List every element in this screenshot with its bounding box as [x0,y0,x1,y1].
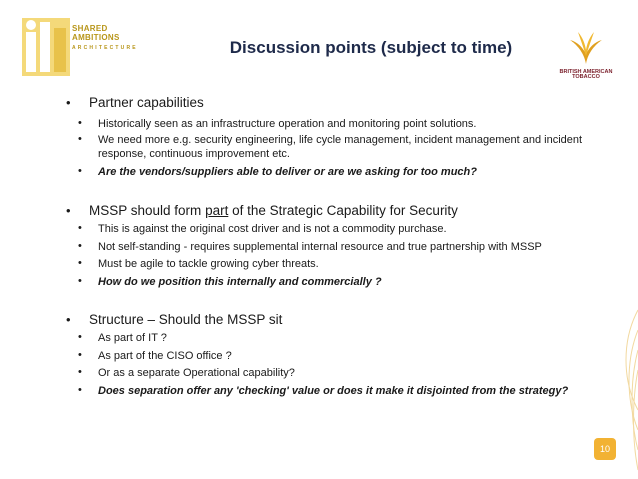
bullet-icon: • [66,95,71,110]
question-text: How do we position this internally and commercially ? [98,276,382,288]
point-text: We need more e.g. security engineering, life cycle management, incident management and incident response, continuous improvement etc. [98,134,583,160]
point-text: Or as a separate Operational capability? [98,367,295,379]
bullet-icon: • [78,117,82,129]
bullet-icon: • [78,257,82,269]
heading-text: Structure – Should the MSSP sit [89,312,283,327]
bullet-icon: • [78,165,82,177]
bat-leaf-icon [566,30,606,66]
bullet-icon: • [66,203,71,218]
point-text: Not self-standing - requires supplemental internal resource and true partnership with MSSP [98,241,542,253]
il-logo-mark-icon [22,18,70,76]
heading-text [89,203,458,218]
page-number-badge: 10 [594,438,616,460]
heading-pre: MSSP should form [89,203,206,218]
logo-line1: SHARED [72,24,108,33]
logo-line3: ARCHITECTURE [72,45,138,51]
bullet-icon: • [66,312,71,327]
bat-logo [554,30,618,86]
slide-title: Discussion points (subject to time) [229,38,513,57]
logo-wordmark [72,24,138,53]
question-text: Are the vendors/suppliers able to deliver or are we asking for too much? [98,166,477,178]
point-text: As part of the CISO office ? [98,350,232,362]
bullet-icon: • [78,222,82,234]
bullet-icon: • [78,331,82,343]
point-text: As part of IT ? [98,332,167,344]
heading-post: of the Strategic Capability for Security [228,203,458,218]
bat-wordmark-line1: BRITISH AMERICAN [559,69,613,75]
logo-line2: AMBITIONS [72,33,120,42]
bat-wordmark-line2: TOBACCO [572,74,600,80]
bullet-icon: • [78,275,82,287]
bullet-icon: • [78,349,82,361]
question-text: Does separation offer any 'checking' value or does it make it disjointed from the strategy? [98,385,569,397]
bullet-icon: • [78,133,82,145]
heading-text: Partner capabilities [89,95,204,110]
bullet-icon: • [78,384,82,396]
bullet-icon: • [78,366,82,378]
shared-ambitions-logo [22,14,142,80]
bullet-icon: • [78,240,82,252]
point-text: Historically seen as an infrastructure operation and monitoring point solutions. [98,118,477,130]
heading-underlined: part [205,203,229,218]
point-text: Must be agile to tackle growing cyber threats. [98,258,319,270]
point-text: This is against the original cost driver and is not a commodity purchase. [98,223,447,235]
